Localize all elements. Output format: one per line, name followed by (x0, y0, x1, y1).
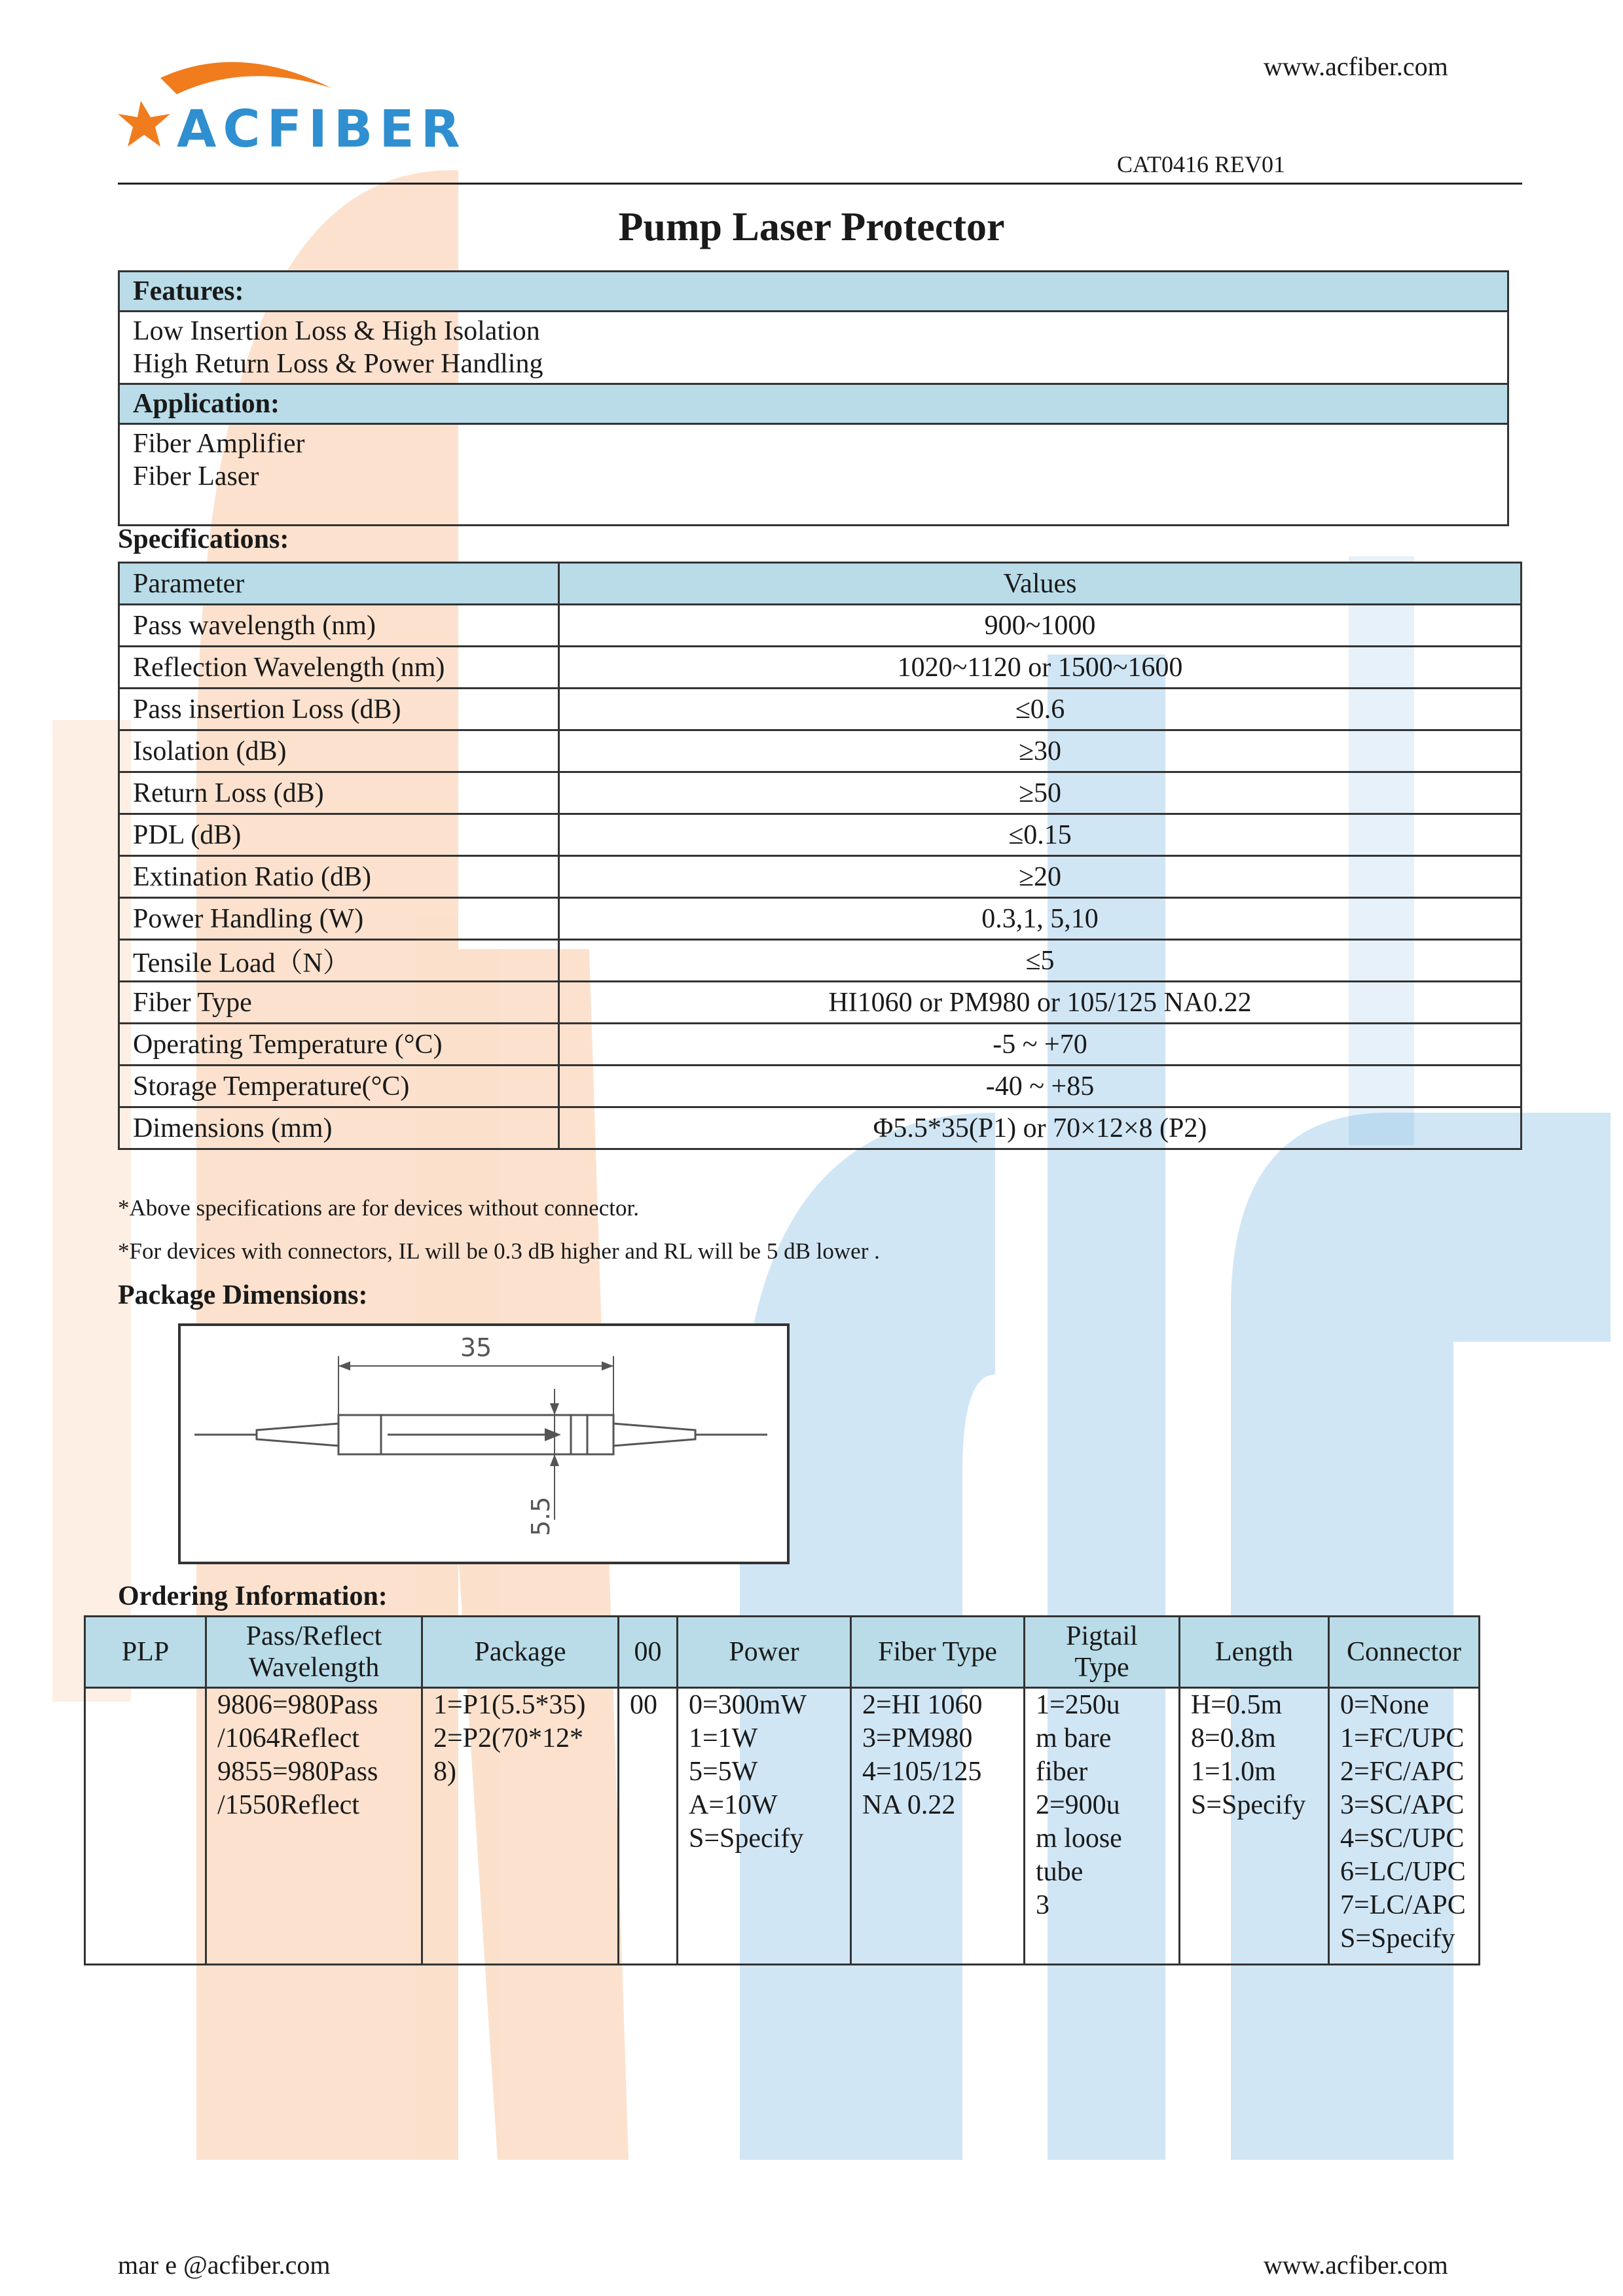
ordering-table (84, 1615, 1480, 1965)
option-line: S=Specify (1340, 1924, 1455, 1954)
option-line: 7=LC/APC (1340, 1890, 1466, 1920)
value-cell: ≥50 (559, 772, 1522, 814)
value-cell: ≥20 (559, 856, 1522, 898)
value-cell: Φ5.5*35(P1) or 70×12×8 (P2) (559, 1107, 1522, 1149)
package-dimensions-heading: Package Dimensions: (118, 1280, 368, 1310)
param-cell: Pass wavelength (nm) (119, 605, 559, 647)
option-line: 4=105/125 (862, 1757, 982, 1787)
table-row (119, 1024, 1522, 1066)
table-row (119, 856, 1522, 898)
application-heading: Application: (119, 384, 1508, 424)
table-row (119, 647, 1522, 689)
param-cell: Storage Temperature(°C) (119, 1066, 559, 1107)
option-line: 0=None (1340, 1690, 1429, 1720)
feature-item: Low Insertion Loss & High Isolation (133, 316, 540, 346)
option-line: 3=PM980 (862, 1723, 973, 1753)
order-col-plp: PLP (85, 1617, 206, 1688)
option-line: A=10W (689, 1790, 778, 1820)
value-cell: 1020~1120 or 1500~1600 (559, 647, 1522, 689)
ordering-options-row (85, 1688, 1480, 1965)
features-heading: Features: (119, 272, 1508, 312)
option-line: m bare (1036, 1723, 1112, 1753)
order-options-power (678, 1688, 851, 1965)
application-item: Fiber Laser (133, 461, 259, 492)
table-row (119, 1066, 1522, 1107)
application-item: Fiber Amplifier (133, 429, 305, 459)
order-options-00 (619, 1688, 678, 1965)
logo-text: ACFIBER (177, 100, 467, 153)
option-line: 9855=980Pass (217, 1757, 378, 1787)
order-col-connector: Connector (1329, 1617, 1480, 1688)
order-col-power: Power (678, 1617, 851, 1688)
feature-item: High Return Loss & Power Handling (133, 349, 543, 379)
value-cell: 900~1000 (559, 605, 1522, 647)
table-row (119, 898, 1522, 940)
spec-note: *Above specifications are for devices without connector. (118, 1195, 639, 1221)
order-col-package: Package (422, 1617, 619, 1688)
option-line: 3=SC/APC (1340, 1790, 1465, 1820)
param-cell: Power Handling (W) (119, 898, 559, 940)
table-row (119, 940, 1522, 982)
table-row (119, 605, 1522, 647)
value-cell: -40 ~ +85 (559, 1066, 1522, 1107)
option-line: tube (1036, 1857, 1084, 1887)
order-options-length (1180, 1688, 1329, 1965)
acfiber-logo (115, 55, 468, 153)
option-line: 9806=980Pass (217, 1690, 378, 1720)
column-header-values: Values (559, 563, 1522, 605)
spec-note: *For devices with connectors, IL will be 0.3 dB higher and RL will be 5 dB lower . (118, 1238, 880, 1264)
value-cell: 0.3,1, 5,10 (559, 898, 1522, 940)
option-line: 4=SC/UPC (1340, 1823, 1465, 1854)
option-line: 2=HI 1060 (862, 1690, 983, 1720)
option-line: /1550Reflect (217, 1790, 359, 1820)
footer-url[interactable]: www.acfiber.com (1264, 2250, 1448, 2280)
table-header-row (119, 563, 1522, 605)
param-cell: Pass insertion Loss (dB) (119, 689, 559, 730)
option-line: 1=1W (689, 1723, 758, 1753)
option-line: S=Specify (689, 1823, 804, 1854)
param-cell: Tensile Load（N） (119, 940, 559, 982)
length-dimension-label: 35 (460, 1333, 492, 1362)
specifications-table (118, 562, 1522, 1150)
option-line: 2=FC/APC (1340, 1757, 1465, 1787)
option-line: fiber (1036, 1757, 1088, 1787)
param-cell: Extination Ratio (dB) (119, 856, 559, 898)
param-cell: PDL (dB) (119, 814, 559, 856)
order-options-wavelength (206, 1688, 422, 1965)
option-line: 1=250u (1036, 1690, 1120, 1720)
option-line: 5=5W (689, 1757, 758, 1787)
option-line: 8) (433, 1757, 456, 1787)
order-col-00: 00 (619, 1617, 678, 1688)
value-cell: ≤0.6 (559, 689, 1522, 730)
option-line: 2=P2(70*12* (433, 1723, 584, 1753)
order-options-pigtail-type (1025, 1688, 1180, 1965)
param-cell: Reflection Wavelength (nm) (119, 647, 559, 689)
specifications-heading: Specifications: (118, 524, 289, 554)
document-id: CAT0416 REV01 (1117, 151, 1286, 177)
package-dimension-drawing (178, 1323, 790, 1564)
param-cell: Isolation (dB) (119, 730, 559, 772)
param-cell: Operating Temperature (°C) (119, 1024, 559, 1066)
ordering-heading: Ordering Information: (118, 1581, 388, 1611)
option-line: 8=0.8m (1191, 1723, 1276, 1753)
diameter-dimension-label: 5.5 (526, 1496, 555, 1536)
column-header-parameter: Parameter (119, 563, 559, 605)
option-line: 1=P1(5.5*35) (433, 1690, 586, 1720)
page-title: Pump Laser Protector (618, 205, 1005, 249)
option-line: 2=900u (1036, 1790, 1120, 1820)
table-row (119, 689, 1522, 730)
option-line: /1064Reflect (217, 1723, 359, 1753)
order-options-fiber-type (851, 1688, 1025, 1965)
option-line: 1=1.0m (1191, 1757, 1276, 1787)
table-row (119, 814, 1522, 856)
order-col-length: Length (1180, 1617, 1329, 1688)
option-line: 00 (630, 1690, 657, 1720)
header-url: www.acfiber.com (1264, 52, 1448, 81)
param-cell: Dimensions (mm) (119, 1107, 559, 1149)
option-line: 0=300mW (689, 1690, 807, 1720)
footer-email[interactable]: mar e @acfiber.com (118, 2250, 331, 2280)
value-cell: HI1060 or PM980 or 105/125 NA0.22 (559, 982, 1522, 1024)
value-cell: -5 ~ +70 (559, 1024, 1522, 1066)
option-line: m loose (1036, 1823, 1122, 1854)
features-table (118, 270, 1509, 526)
option-line: S=Specify (1191, 1790, 1306, 1820)
option-line: 6=LC/UPC (1340, 1857, 1466, 1887)
option-line: H=0.5m (1191, 1690, 1283, 1720)
param-cell: Fiber Type (119, 982, 559, 1024)
order-col-wavelength: Pass/Reflect Wavelength (206, 1617, 422, 1688)
ordering-header-row (85, 1617, 1480, 1688)
table-row (119, 1107, 1522, 1149)
order-options-package (422, 1688, 619, 1965)
option-line: 1=FC/UPC (1340, 1723, 1465, 1753)
application-list (119, 424, 1508, 526)
table-row (119, 982, 1522, 1024)
param-cell: Return Loss (dB) (119, 772, 559, 814)
order-options-connector (1329, 1688, 1480, 1965)
value-cell: ≤0.15 (559, 814, 1522, 856)
option-line: NA 0.22 (862, 1790, 956, 1820)
option-line: 3 (1036, 1890, 1049, 1920)
order-col-fiber-type: Fiber Type (851, 1617, 1025, 1688)
order-options-plp (85, 1688, 206, 1965)
order-col-pigtail-type: Pigtail Type (1025, 1617, 1180, 1688)
value-cell: ≤5 (559, 940, 1522, 982)
table-row (119, 730, 1522, 772)
table-row (119, 772, 1522, 814)
value-cell: ≥30 (559, 730, 1522, 772)
header-divider (118, 183, 1522, 185)
features-list (119, 312, 1508, 384)
